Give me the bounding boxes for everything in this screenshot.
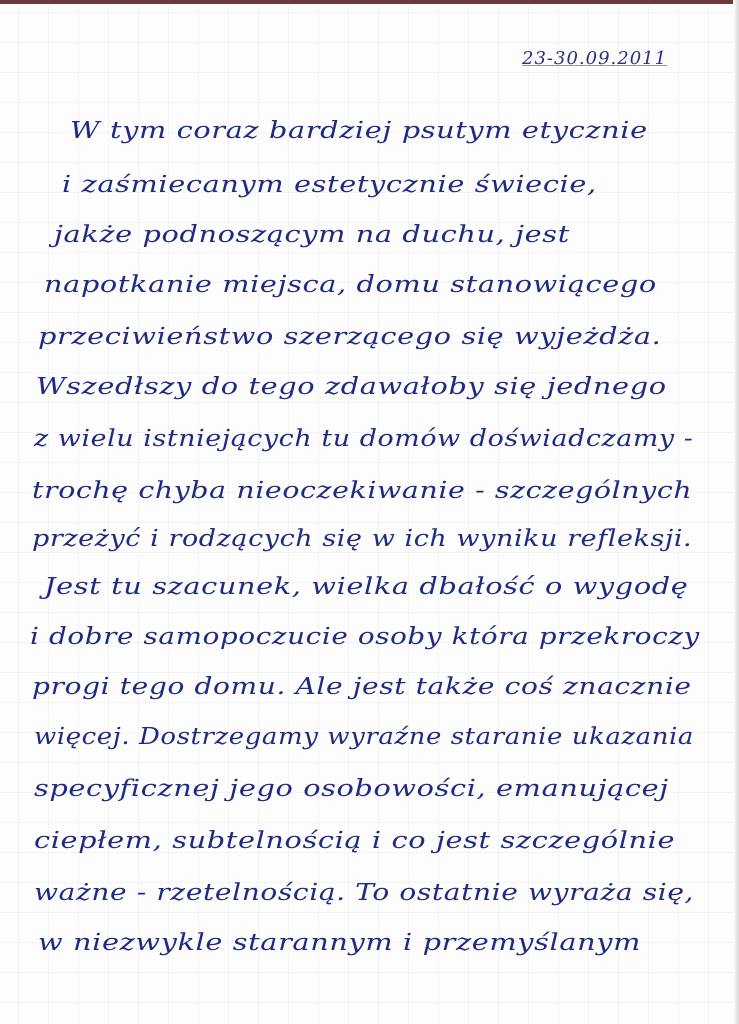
text-line: jakże podnoszącym na duchu, jest <box>54 222 570 248</box>
text-line: progi tego domu. Ale jest także coś znacznie <box>32 674 692 700</box>
text-line: i dobre samopoczucie osoby która przekroczy <box>30 624 700 650</box>
text-line: Jest tu szacunek, wielka dbałość o wygodę <box>44 574 689 600</box>
text-line: napotkanie miejsca, domu stanowiącego <box>44 272 657 298</box>
text-line: Wszedłszy do tego zdawałoby się jednego <box>36 374 667 400</box>
text-line: przeciwieństwo szerzącego się wyjeżdża. <box>38 324 662 350</box>
text-line: ciepłem, subtelnością i co jest szczególnie <box>34 828 676 854</box>
text-line: i zaśmiecanym estetycznie świecie, <box>62 172 597 198</box>
text-line: przeżyć i rodzących się w ich wyniku refleksji. <box>32 526 693 552</box>
text-line: z wielu istniejących tu domów doświadczamy - <box>34 426 694 452</box>
text-line: ważne - rzetelnością. To ostatnie wyraża się, <box>34 880 695 906</box>
text-line: specyficznej jego osobowości, emanującej <box>34 776 669 802</box>
text-line: W tym coraz bardziej psutym etycznie <box>70 118 648 144</box>
text-line: w niezwykle starannym i przemyślanym <box>38 930 642 956</box>
text-line: trochę chyba nieoczekiwanie - szczególnych <box>32 478 693 504</box>
text-line: więcej. Dostrzegamy wyraźne staranie ukazania <box>34 724 694 750</box>
handwritten-date: 23-30.09.2011 <box>522 48 668 69</box>
